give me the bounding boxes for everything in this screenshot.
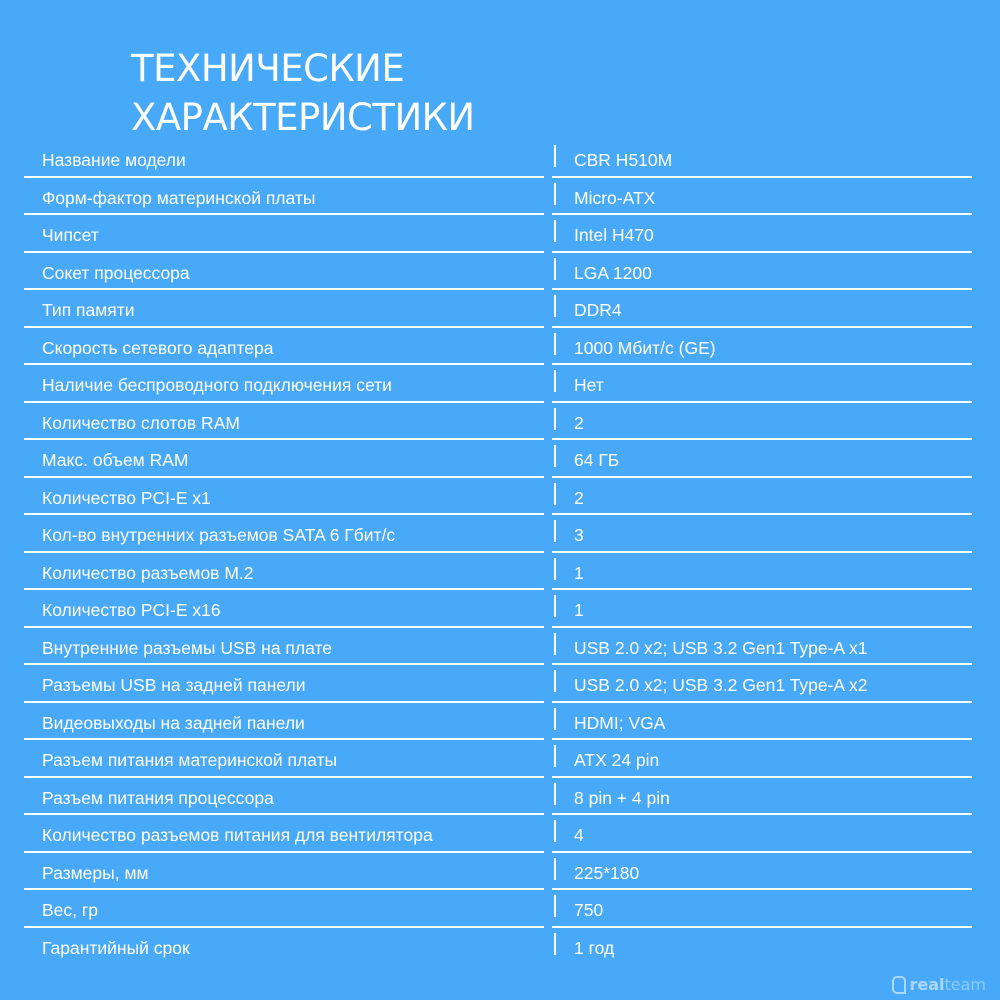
spec-value: LGA 1200 xyxy=(574,262,652,283)
spec-value: 64 ГБ xyxy=(574,450,620,470)
spec-row xyxy=(24,365,980,403)
spec-divider xyxy=(554,408,556,430)
spec-value: 4 xyxy=(574,825,584,845)
spec-label: Видеовыходы на задней панели xyxy=(42,712,305,733)
spec-row xyxy=(24,253,980,291)
spec-label: Чипсет xyxy=(42,225,99,245)
page-title-line-2: ХАРАКТЕРИСТИКИ xyxy=(131,96,475,139)
spec-divider xyxy=(554,933,556,955)
spec-row xyxy=(24,740,980,778)
spec-value: CBR H510M xyxy=(574,150,673,170)
spec-value: 225*180 xyxy=(574,862,640,883)
spec-label: Форм-фактор материнской платы xyxy=(42,187,316,208)
spec-label: Внутренние разъемы USB на плате xyxy=(42,637,333,658)
spec-divider xyxy=(554,370,556,392)
page-title-line-1: ТЕХНИЧЕСКИЕ xyxy=(131,47,405,90)
spec-label: Разъемы USB на задней панели xyxy=(42,675,306,695)
spec-divider xyxy=(554,220,556,242)
spec-value: Micro-ATX xyxy=(574,187,656,208)
spec-row xyxy=(24,515,980,553)
spec-row xyxy=(24,703,980,741)
spec-divider xyxy=(554,595,556,617)
spec-divider xyxy=(554,633,556,655)
spec-divider xyxy=(554,258,556,280)
spec-value: 2 xyxy=(574,487,584,508)
spec-divider xyxy=(554,333,556,355)
spec-row xyxy=(24,140,980,178)
spec-label: Сокет процессора xyxy=(42,262,190,283)
spec-value: 2 xyxy=(574,412,584,433)
spec-divider xyxy=(554,558,556,580)
spec-row xyxy=(24,478,980,516)
page-title xyxy=(131,44,475,142)
spec-divider xyxy=(554,520,556,542)
spec-label: Количество разъемов питания для вентилятора xyxy=(42,825,433,845)
spec-value: USB 2.0 x2; USB 3.2 Gen1 Type-A x2 xyxy=(574,675,868,695)
spec-row xyxy=(24,853,980,891)
spec-value: 1 год xyxy=(574,937,615,958)
spec-value: HDMI; VGA xyxy=(574,712,666,733)
spec-label: Разъем питания процессора xyxy=(42,787,274,808)
spec-row xyxy=(24,403,980,441)
spec-row xyxy=(24,778,980,816)
spec-row xyxy=(24,178,980,216)
spec-divider xyxy=(554,708,556,730)
spec-row xyxy=(24,590,980,628)
spec-value: 3 xyxy=(574,525,584,545)
spec-divider xyxy=(554,670,556,692)
spec-row xyxy=(24,290,980,328)
spec-divider xyxy=(554,820,556,842)
spec-label: Макс. объем RAM xyxy=(42,450,189,470)
spec-label: Наличие беспроводного подключения сети xyxy=(42,375,392,395)
spec-value: 1 xyxy=(574,562,584,583)
spec-divider xyxy=(554,145,556,167)
spec-label: Вес, гр xyxy=(42,900,98,920)
spec-label: Разъем питания материнской платы xyxy=(42,750,338,770)
spec-row xyxy=(24,440,980,478)
spec-value: USB 2.0 x2; USB 3.2 Gen1 Type-A x1 xyxy=(574,637,868,658)
spec-label: Количество PCI-E x1 xyxy=(42,487,211,508)
spec-row xyxy=(24,328,980,366)
spec-row xyxy=(24,628,980,666)
spec-divider xyxy=(554,183,556,205)
spec-divider xyxy=(554,895,556,917)
spec-value: 8 pin + 4 pin xyxy=(574,787,670,808)
spec-divider xyxy=(554,745,556,767)
spec-value: Нет xyxy=(574,375,604,395)
spec-label: Количество разъемов M.2 xyxy=(42,562,254,583)
spec-label: Количество PCI-E x16 xyxy=(42,600,221,620)
spec-divider xyxy=(554,445,556,467)
spec-label: Гарантийный срок xyxy=(42,937,190,958)
spec-label: Название модели xyxy=(42,150,186,170)
brand-logo xyxy=(892,975,986,994)
spec-divider xyxy=(554,483,556,505)
logo-mark-icon xyxy=(892,976,906,994)
spec-label: Тип памяти xyxy=(42,300,135,320)
logo-text-team: team xyxy=(944,975,986,994)
spec-value: DDR4 xyxy=(574,300,622,320)
spec-row xyxy=(24,815,980,853)
spec-label: Скорость сетевого адаптера xyxy=(42,337,274,358)
spec-value: 1 xyxy=(574,600,584,620)
spec-value: Intel H470 xyxy=(574,225,654,245)
spec-label: Размеры, мм xyxy=(42,862,149,883)
spec-row xyxy=(24,553,980,591)
spec-row xyxy=(24,665,980,703)
spec-row xyxy=(24,928,980,966)
spec-value: ATX 24 pin xyxy=(574,750,660,770)
spec-value: 750 xyxy=(574,900,604,920)
spec-divider xyxy=(554,858,556,880)
spec-row xyxy=(24,215,980,253)
spec-value: 1000 Мбит/с (GE) xyxy=(574,337,716,358)
spec-label: Кол-во внутренних разъемов SATA 6 Гбит/с xyxy=(42,525,396,545)
spec-table xyxy=(24,140,980,965)
spec-divider xyxy=(554,295,556,317)
spec-divider xyxy=(554,783,556,805)
spec-label: Количество слотов RAM xyxy=(42,412,240,433)
logo-text-real: real xyxy=(909,975,945,994)
spec-row xyxy=(24,890,980,928)
